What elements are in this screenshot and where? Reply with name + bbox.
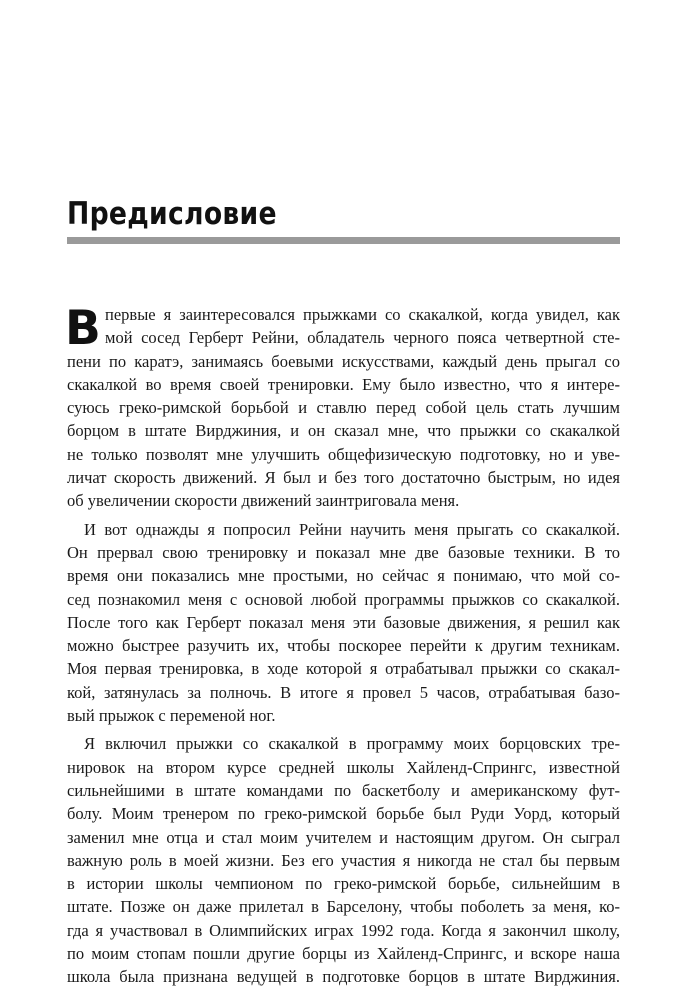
- text-line: школа была признана ведущей в подготовке борцов в штате Вирджиния.: [67, 967, 620, 987]
- text-line: штате. Позже он даже прилетал в Барселону, чтобы поболеть за меня, ко-: [67, 897, 620, 917]
- text-line: Моя первая тренировка, в ходе которой я отрабатывал прыжки со скакал-: [67, 659, 620, 679]
- text-line: нировок на втором курсе средней школы Хайленд-Спрингс, известной: [67, 757, 620, 777]
- heading-underline-rule: [67, 237, 620, 244]
- text-line: кой, затянулась за полночь. В итоге я провел 5 часов, отрабатывая базо-: [67, 682, 620, 702]
- body-text: [67, 303, 620, 989]
- text-line: После того как Герберт показал меня эти базовые движения, я решил как: [67, 612, 620, 632]
- text-line: болу. Моим тренером по греко-римской борьбе был Руди Уорд, который: [67, 804, 620, 824]
- text-line: мой сосед Герберт Рейни, обладатель черного пояса четвертной сте-: [105, 328, 620, 348]
- chapter-heading: Предисловие: [67, 196, 277, 232]
- text-line: по моим стопам пошли другие борцы из Хайленд-Спрингс, и вскоре наша: [67, 944, 620, 964]
- text-line: Он прервал свою тренировку и показал мне две базовые техники. В то: [67, 542, 620, 562]
- text-line: сильнейшими в штате командами по баскетболу и американскому фут-: [67, 780, 620, 800]
- text-line: скакалкой во время своей тренировки. Ему было известно, что я интере-: [67, 374, 620, 394]
- text-line: первые я заинтересовался прыжками со скакалкой, когда увидел, как: [105, 305, 620, 324]
- paragraph-3: [67, 732, 620, 988]
- text-line: борцом в штате Вирджиния, и он сказал мне, что прыжки со скакалкой: [67, 421, 620, 441]
- text-line: пени по каратэ, занимаясь боевыми искусствами, каждый день прыгал со: [67, 351, 620, 371]
- text-line: суюсь греко-римской борьбой и ставлю перед собой цель стать лучшим: [67, 398, 620, 418]
- text-line: в истории школы чемпионом по греко-римской борьбе, сильнейшим в: [67, 874, 620, 894]
- text-line: заменил мне отца и стал моим учителем и настоящим другом. Он сыграл: [67, 827, 620, 847]
- paragraph-2: [67, 518, 620, 728]
- text-line: можно быстрее разучить их, чтобы поскорее перейти к другим техникам.: [67, 636, 620, 656]
- text-line: время они показались мне простыми, но сейчас я понимаю, что мой со-: [67, 566, 620, 586]
- text-line: личат скорость движений. Я был и без того достаточно быстрым, но идея: [67, 468, 620, 488]
- text-line: не только позволят мне улучшить общефизическую подготовку, но и уве-: [67, 444, 620, 464]
- text-line: гда я участвовал в Олимпийских играх 1992 года. Когда я закончил школу,: [67, 920, 620, 940]
- drop-cap-letter: В: [65, 301, 101, 356]
- text-line: Я включил прыжки со скакалкой в программу моих борцовских тре-: [84, 734, 620, 754]
- paragraph-1: [67, 303, 620, 513]
- text-line: важную роль в моей жизни. Без его участия я никогда не стал бы первым: [67, 850, 620, 870]
- text-line: И вот однажды я попросил Рейни научить меня прыгать со скакалкой.: [84, 519, 620, 539]
- text-line: сед познакомил меня с основой любой программы прыжков со скакалкой.: [67, 589, 620, 609]
- text-line: вый прыжок с переменой ног.: [67, 706, 276, 726]
- text-line: об увеличении скорости движений заинтриговала меня.: [67, 491, 460, 511]
